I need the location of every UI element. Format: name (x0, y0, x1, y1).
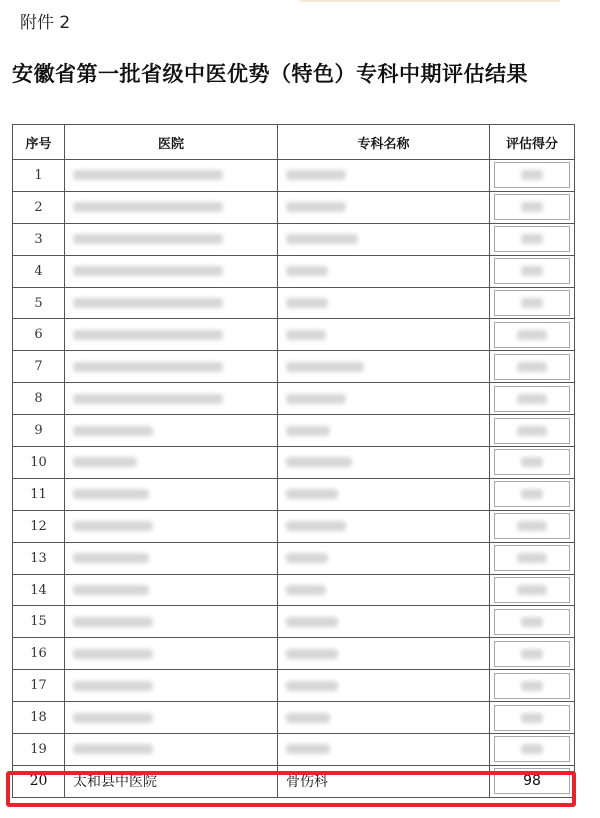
row-number: 16 (13, 638, 65, 670)
redacted-text (286, 489, 338, 499)
redacted-text (521, 234, 543, 244)
redacted-text (73, 744, 153, 754)
row-number: 5 (13, 287, 65, 319)
hospital-cell-redacted (65, 191, 278, 223)
hospital-cell-redacted (65, 415, 278, 447)
top-decoration (300, 0, 560, 2)
table-row (13, 638, 575, 670)
hospital-cell-redacted (65, 383, 278, 415)
table-row (13, 478, 575, 510)
hospital-cell-redacted (65, 670, 278, 702)
row-number: 6 (13, 319, 65, 351)
redacted-text (286, 457, 352, 467)
header-score: 评估得分 (490, 125, 575, 160)
redacted-text (517, 426, 547, 436)
table-row (13, 542, 575, 574)
table-row (13, 734, 575, 766)
redacted-text (517, 394, 547, 404)
score-cell-redacted (490, 415, 575, 447)
redacted-text (521, 617, 543, 627)
table-row (13, 574, 575, 606)
specialty-cell-redacted (278, 638, 490, 670)
table-row (13, 702, 575, 734)
table-row (13, 447, 575, 479)
table-row (13, 606, 575, 638)
score-cell-redacted (490, 734, 575, 766)
attachment-label: 附件 2 (20, 13, 71, 33)
score-cell-redacted (490, 319, 575, 351)
row-number: 15 (13, 606, 65, 638)
redacted-text (286, 744, 330, 754)
hospital-cell-redacted (65, 319, 278, 351)
row-number: 18 (13, 702, 65, 734)
redacted-text (521, 649, 543, 659)
redacted-text (73, 649, 153, 659)
redacted-text (517, 330, 547, 340)
row-number: 7 (13, 351, 65, 383)
hospital-name: 太和县中医院 (65, 765, 278, 797)
table-row (13, 255, 575, 287)
redacted-text (286, 330, 326, 340)
specialty-cell-redacted (278, 734, 490, 766)
redacted-text (73, 713, 153, 723)
specialty-cell-redacted (278, 383, 490, 415)
table-row (13, 415, 575, 447)
redacted-text (517, 553, 547, 563)
redacted-text (521, 298, 543, 308)
redacted-text (521, 744, 543, 754)
specialty-name: 骨伤科 (278, 765, 490, 797)
score-cell-redacted (490, 638, 575, 670)
hospital-cell-redacted (65, 702, 278, 734)
redacted-text (73, 521, 153, 531)
specialty-cell-redacted (278, 606, 490, 638)
row-number: 4 (13, 255, 65, 287)
score-cell-redacted (490, 255, 575, 287)
score-cell-redacted (490, 160, 575, 192)
redacted-text (73, 553, 149, 563)
score-cell-redacted (490, 351, 575, 383)
hospital-cell-redacted (65, 223, 278, 255)
redacted-text (521, 202, 543, 212)
highlight-box (6, 771, 576, 807)
redacted-text (286, 553, 328, 563)
specialty-cell-redacted (278, 319, 490, 351)
score-cell-redacted (490, 510, 575, 542)
redacted-text (73, 234, 223, 244)
redacted-text (73, 266, 223, 276)
specialty-cell-redacted (278, 415, 490, 447)
specialty-cell-redacted (278, 160, 490, 192)
score-cell-redacted (490, 606, 575, 638)
row-number: 10 (13, 447, 65, 479)
row-number: 1 (13, 160, 65, 192)
redacted-text (73, 585, 149, 595)
specialty-cell-redacted (278, 191, 490, 223)
redacted-text (73, 394, 223, 404)
specialty-cell-redacted (278, 351, 490, 383)
score-text: 98 (523, 773, 541, 790)
table-row (13, 670, 575, 702)
redacted-text (286, 170, 346, 180)
row-number: 3 (13, 223, 65, 255)
redacted-text (286, 585, 326, 595)
score-cell-redacted (490, 383, 575, 415)
score-cell-redacted (490, 542, 575, 574)
page-title: 安徽省第一批省级中医优势（特色）专科中期评估结果 (12, 62, 528, 86)
table-row (13, 223, 575, 255)
specialty-cell-redacted (278, 223, 490, 255)
redacted-text (521, 681, 543, 691)
hospital-cell-redacted (65, 606, 278, 638)
redacted-text (521, 266, 543, 276)
row-number: 8 (13, 383, 65, 415)
redacted-text (286, 617, 338, 627)
redacted-text (286, 426, 330, 436)
row-number: 14 (13, 574, 65, 606)
redacted-text (73, 298, 223, 308)
table-row (13, 351, 575, 383)
specialty-cell-redacted (278, 478, 490, 510)
redacted-text (286, 362, 364, 372)
hospital-cell-redacted (65, 447, 278, 479)
row-number: 13 (13, 542, 65, 574)
row-number: 17 (13, 670, 65, 702)
redacted-text (517, 585, 547, 595)
redacted-text (286, 521, 346, 531)
row-number: 12 (13, 510, 65, 542)
score-cell-redacted (490, 447, 575, 479)
hospital-cell-redacted (65, 478, 278, 510)
specialty-cell-redacted (278, 670, 490, 702)
redacted-text (521, 170, 543, 180)
redacted-text (73, 362, 223, 372)
redacted-text (73, 426, 153, 436)
row-number: 20 (13, 765, 65, 797)
redacted-text (517, 362, 547, 372)
hospital-cell-redacted (65, 574, 278, 606)
table-row (13, 287, 575, 319)
specialty-cell-redacted (278, 702, 490, 734)
hospital-cell-redacted (65, 351, 278, 383)
redacted-text (73, 617, 153, 627)
score-cell-redacted (490, 670, 575, 702)
specialty-cell-redacted (278, 542, 490, 574)
score-cell-redacted (490, 574, 575, 606)
header-specialty: 专科名称 (278, 125, 490, 160)
hospital-cell-redacted (65, 542, 278, 574)
redacted-text (73, 330, 223, 340)
score-cell-redacted (490, 191, 575, 223)
hospital-cell-redacted (65, 734, 278, 766)
redacted-text (286, 649, 338, 659)
score-cell-redacted (490, 287, 575, 319)
header-no: 序号 (13, 125, 65, 160)
header-hospital: 医院 (65, 125, 278, 160)
specialty-cell-redacted (278, 447, 490, 479)
score-cell-redacted (490, 478, 575, 510)
redacted-text (517, 521, 547, 531)
table-row (13, 319, 575, 351)
redacted-text (286, 681, 338, 691)
redacted-text (73, 457, 137, 467)
row-number: 19 (13, 734, 65, 766)
hospital-cell-redacted (65, 160, 278, 192)
table-header-row (13, 125, 575, 160)
redacted-text (521, 713, 543, 723)
specialty-cell-redacted (278, 574, 490, 606)
redacted-text (286, 713, 330, 723)
redacted-text (286, 394, 346, 404)
redacted-text (286, 298, 328, 308)
hospital-cell-redacted (65, 510, 278, 542)
evaluation-results-table (12, 124, 575, 798)
redacted-text (73, 489, 149, 499)
row-number: 11 (13, 478, 65, 510)
redacted-text (73, 202, 223, 212)
table-row (13, 191, 575, 223)
specialty-cell-redacted (278, 510, 490, 542)
redacted-text (73, 681, 153, 691)
redacted-text (286, 202, 346, 212)
specialty-cell-redacted (278, 255, 490, 287)
redacted-text (286, 266, 328, 276)
table-row (13, 383, 575, 415)
score-cell-redacted (490, 223, 575, 255)
hospital-cell-redacted (65, 638, 278, 670)
redacted-text (521, 457, 543, 467)
table-row (13, 160, 575, 192)
table-row (13, 510, 575, 542)
hospital-cell-redacted (65, 287, 278, 319)
redacted-text (521, 489, 543, 499)
score-cell-redacted (490, 702, 575, 734)
redacted-text (73, 170, 223, 180)
row-number: 2 (13, 191, 65, 223)
redacted-text (286, 234, 358, 244)
hospital-cell-redacted (65, 255, 278, 287)
specialty-cell-redacted (278, 287, 490, 319)
row-number: 9 (13, 415, 65, 447)
